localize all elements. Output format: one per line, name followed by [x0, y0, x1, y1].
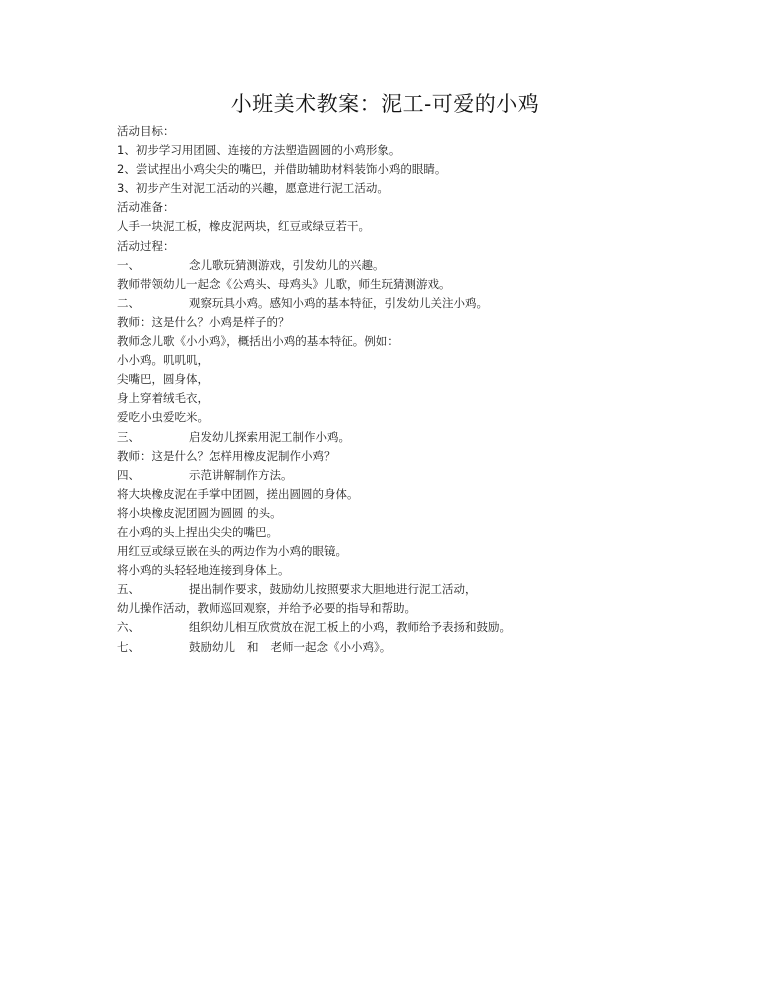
- step-3: [117, 428, 717, 447]
- step-6-text: 组织幼儿相互欣赏放在泥工板上的小鸡，教师给予表扬和鼓励。: [189, 620, 511, 635]
- method-2: 将小块橡皮泥团圆为圆圆 的头。: [117, 505, 282, 520]
- method-3: 在小鸡的头上捏出尖尖的嘴巴。: [117, 524, 278, 539]
- goal-2: 2、尝试捏出小鸡尖尖的嘴巴，并借助辅助材料装饰小鸡的眼睛。: [117, 162, 447, 177]
- step-1-detail: 教师带领幼儿一起念《公鸡头、母鸡头》儿歌，师生玩猜测游戏。: [117, 276, 451, 291]
- step-1-text: 念儿歌玩猜测游戏，引发幼儿的兴趣。: [189, 257, 385, 272]
- method-1: 将大块橡皮泥在手掌中团圆，搓出圆圆的身体。: [117, 486, 359, 501]
- document-title: 小班美术教案：泥工-可爱的小鸡: [230, 92, 540, 116]
- step-4-marker: 四、: [117, 467, 140, 482]
- step-5-text: 提出制作要求，鼓励幼儿按照要求大胆地进行泥工活动，: [189, 582, 477, 597]
- poem-line-2: 尖嘴巴，圆身体，: [117, 372, 209, 387]
- prep-heading: 活动准备：: [117, 200, 175, 215]
- step-2-text: 观察玩具小鸡。感知小鸡的基本特征，引发幼儿关注小鸡。: [189, 295, 488, 310]
- step-7-text-b: 和: [247, 639, 259, 654]
- step-2-marker: 二、: [117, 295, 140, 310]
- goal-1: 1、初步学习用团圆、连接的方法塑造圆圆的小鸡形象。: [117, 143, 401, 158]
- method-4: 用红豆或绿豆嵌在头的两边作为小鸡的眼镜。: [117, 544, 347, 559]
- prep-text: 人手一块泥工板，橡皮泥两块，红豆或绿豆若干。: [117, 219, 370, 234]
- step-5-detail: 幼儿操作活动，教师巡回观察，并给予必要的指导和帮助。: [117, 601, 416, 616]
- step-7-text-a: 鼓励幼儿: [189, 639, 235, 654]
- step-6-marker: 六、: [117, 620, 140, 635]
- step-7-text-c: 老师一起念《小小鸡》。: [270, 639, 392, 654]
- step-1-marker: 一、: [117, 257, 140, 272]
- poem-line-1: 小小鸡。叽叽叽，: [117, 353, 209, 368]
- step-2-poem-intro: 教师念儿歌《小小鸡》，概括出小鸡的基本特征。例如：: [117, 334, 399, 349]
- step-2-question: 教师：这是什么？小鸡是样子的？: [117, 314, 290, 329]
- step-3-text: 启发幼儿探索用泥工制作小鸡。: [189, 429, 350, 444]
- document-body: [117, 122, 717, 657]
- method-5: 将小鸡的头轻轻地连接到身体上。: [117, 563, 290, 578]
- step-5: [117, 580, 717, 599]
- poem-line-3: 身上穿着绒毛衣，: [117, 391, 209, 406]
- step-2: [117, 294, 717, 313]
- step-6: [117, 618, 717, 637]
- goal-3: 3、初步产生对泥工活动的兴趣，愿意进行泥工活动。: [117, 181, 389, 196]
- step-7-marker: 七、: [117, 639, 140, 654]
- step-3-marker: 三、: [117, 429, 140, 444]
- step-1: [117, 256, 717, 275]
- step-7: [117, 638, 717, 657]
- process-heading: 活动过程：: [117, 238, 175, 253]
- step-5-marker: 五、: [117, 582, 140, 597]
- step-4: [117, 466, 717, 485]
- poem-line-4: 爱吃小虫爱吃米。: [117, 410, 209, 425]
- goals-heading: 活动目标：: [117, 124, 175, 138]
- step-3-question: 教师：这是什么？怎样用橡皮泥制作小鸡？: [117, 448, 336, 463]
- step-4-text: 示范讲解制作方法。: [189, 467, 293, 482]
